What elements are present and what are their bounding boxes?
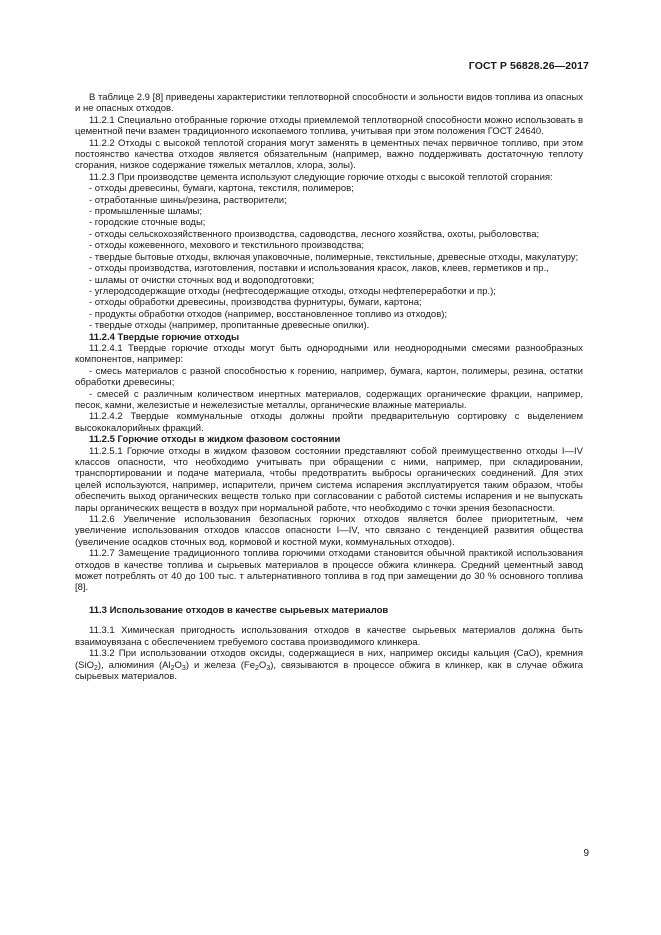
list-item: - отходы древесины, бумаги, картона, текстиля, полимеров; bbox=[89, 183, 354, 195]
list-item: - смесей с различным количеством инертных материалов, содержащих органические фракции, например, песок, камни, железистые и нежелезистые металлы, органические влажные материалы. bbox=[75, 388, 583, 411]
list-item: - отходы кожевенного, мехового и текстильного производства; bbox=[89, 240, 365, 252]
paragraph-11-2-1: 11.2.1 Специально отобранные горючие отходы приемлемой теплотворной способности можно использовать в цементной печи взамен традиционного ископаемого топлива, учитывая при этом положения ГОСТ 24640. bbox=[75, 114, 583, 138]
list-item: - отработанные шины/резина, растворители; bbox=[89, 194, 287, 206]
paragraph-11-2-4-1: 11.2.4.1 Твердые горючие отходы могут быть однородными или неоднородными смесями разнообразных компонентов, например: bbox=[75, 342, 583, 366]
paragraph-11-3-2: 11.3.2 При использовании отходов оксиды, содержащиеся в них, например оксиды кальция (CaO), кремния (SiO$_2$), алюминия $(Al_2O_3)$ и железа $(Fe_2O_3)$, связываются в процессе обжига в клинкер, как в случае обжига сырьевых материалов. bbox=[75, 648, 583, 682]
subheading-11-2-4: 11.2.4 Твердые горючие отходы bbox=[89, 331, 240, 343]
paragraph-11-2-4-2: 11.2.4.2 Твердые коммунальные отходы должны пройти предварительную сортировку с выделением высококалорийных фракций. bbox=[75, 411, 583, 434]
paragraph-intro: В таблице 2.9 [8] приведены характеристики теплотворной способности и зольности видов топлива из опасных и не опасных отходов. bbox=[75, 92, 583, 115]
section-heading-11-3: 11.3 Использование отходов в качестве сырьевых материалов bbox=[89, 604, 389, 616]
list-item: - твердые отходы (например, пропитанные древесные опилки). bbox=[89, 320, 370, 332]
document-body bbox=[75, 92, 583, 682]
list-item: - отходы обработки древесины, производства фурнитуры, бумаги, картона; bbox=[89, 297, 422, 309]
paragraph-11-2-5-1: 11.2.5.1 Горючие отходы в жидком фазовом состоянии представляют собой преимущественно отходы I—IV классов опасности, что необходимо учитывать при обращении с ними, например, при складировании, транспортировании и подаче материала, чтобы предотвратить выбросы органических соединений. Для этих целей используются, например, испарители, причем система испарения эксплуатируется таким образом, чтобы обеспечить выход органических веществ только при согласовании с работой системы испарения и не выпускать пары органических веществ в воздух при нормальной работе, что необходимо с точки зрения безопасности. bbox=[75, 445, 583, 514]
document-header: ГОСТ Р 56828.26—2017 bbox=[468, 60, 589, 72]
list-item: - шламы от очистки сточных вод и водоподготовки; bbox=[89, 274, 315, 286]
list-item: - городские сточные воды; bbox=[89, 217, 206, 229]
list-item: - смесь материалов с разной способностью к горению, например, бумага, картон, полимеры, резина, остатки обработки древесины; bbox=[75, 365, 583, 389]
paragraph-11-2-2: 11.2.2 Отходы с высокой теплотой сгорания могут заменять в цементных печах первичное топливо, при этом постоянство качества отходов является обязательным (например, важно поддерживать достаточную теплоту сгорания, низкое содержание тяжелых металлов, хлора, золы). bbox=[75, 137, 583, 172]
paragraph-11-3-1: 11.3.1 Химическая пригодность использования отходов в качестве сырьевых материалов должна быть взаимоувязана с обеспечением требуемого состава производимого клинкера. bbox=[75, 625, 583, 648]
list-item: - промышленные шламы; bbox=[89, 206, 203, 218]
subheading-11-2-5: 11.2.5 Горючие отходы в жидком фазовом состоянии bbox=[89, 434, 341, 446]
list-item: - твердые бытовые отходы, включая упаковочные, полимерные, текстильные, древесные отходы, макулатуру; bbox=[89, 251, 579, 263]
list-item: - продукты обработки отходов (например, восстановленное топливо из отходов); bbox=[89, 308, 448, 320]
paragraph-11-2-6: 11.2.6 Увеличение использования безопасных горючих отходов является более приоритетным, чем увеличение использования отходов классов опасности I—IV, что связано с тенденцией развития общества (увеличение осадков сточных вод, кормовой и костной муки, коммунальных отходов). bbox=[75, 514, 583, 548]
paragraph-11-2-3: 11.2.3 При производстве цемента используют следующие горючие отходы с высокой теплотой сгорания: bbox=[89, 171, 553, 183]
list-item: - отходы производства, изготовления, поставки и использования красок, лаков, клеев, герметиков и пр., bbox=[89, 263, 549, 275]
list-item: - углеродсодержащие отходы (нефтесодержащие отходы, отходы нефтепереработки и пр.); bbox=[89, 285, 496, 297]
list-item: - отходы сельскохозяйственного производства, садоводства, лесного хозяйства, охоты, рыболовства; bbox=[89, 228, 540, 240]
paragraph-11-2-7: 11.2.7 Замещение традиционного топлива горючими отходами становится обычной практикой использования отходов в качестве топлива и сырьевых материалов в процессе обжига клинкера. Средний цементный завод может потреблять от 40 до 100 тыс. т альтернативного топлива в год при замещении до 30 % основного топлива [8]. bbox=[75, 548, 583, 594]
page-number: 9 bbox=[583, 848, 589, 859]
